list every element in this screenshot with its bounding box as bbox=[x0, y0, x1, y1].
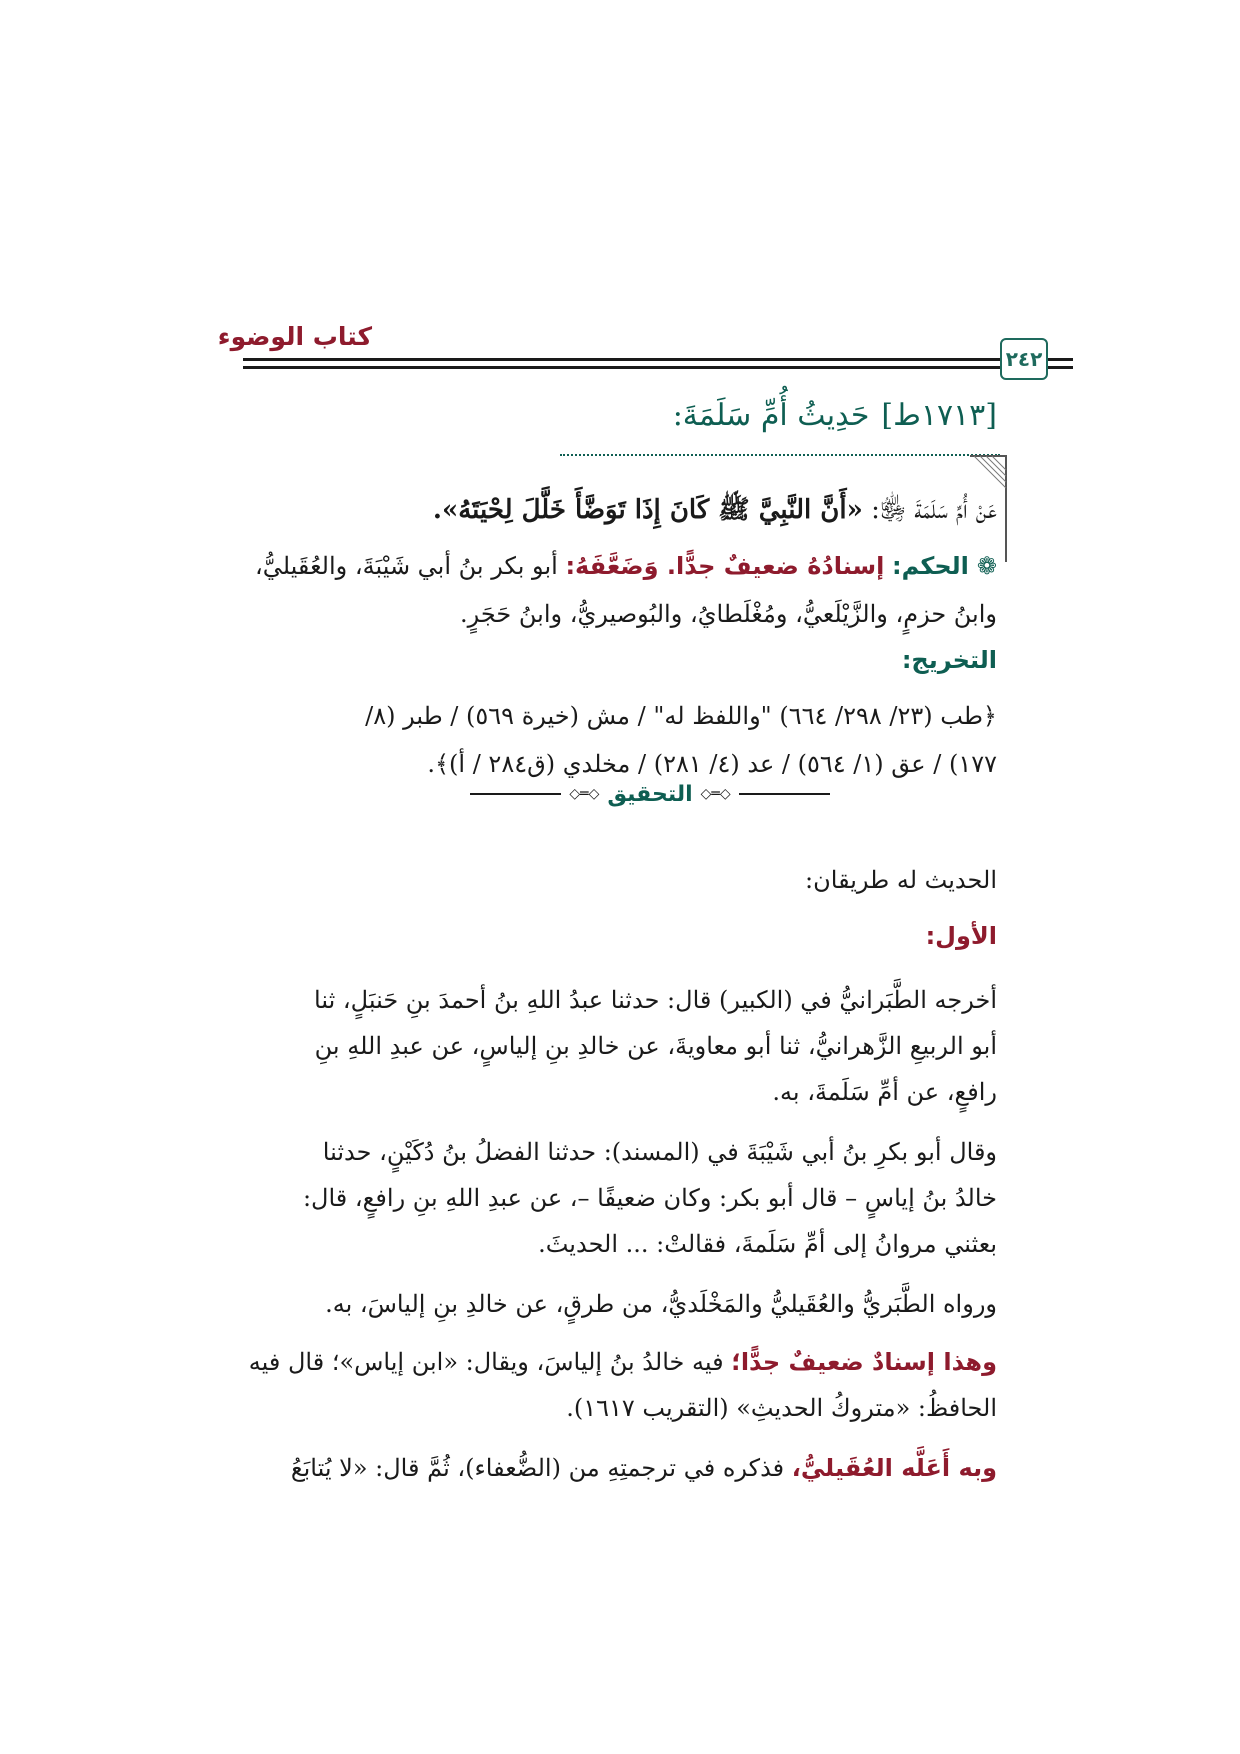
para1-line-3: رافعٍ، عن أمِّ سَلَمةَ، به. bbox=[772, 1078, 997, 1106]
hadith-text bbox=[243, 490, 997, 530]
heading-underline bbox=[560, 454, 1000, 456]
para4-line-2: الحافظُ: «متروكُ الحديثِ» (التقريب ١٦١٧). bbox=[566, 1394, 997, 1422]
tahqiq-label: التحقيق bbox=[607, 781, 693, 807]
ruling-line-2: وابنُ حزمٍ، والزَّيْلَعيُّ، ومُغْلَطايُ، والبُوصيريُّ، وابنُ حَجَرٍ. bbox=[460, 600, 997, 628]
takhrij-line-2: ١٧٧) / عق (١/ ٥٦٤) / عد (٤/ ٢٨١) / مخلدي (ق٢٨٤ / أ)﴾. bbox=[427, 750, 997, 778]
para5-rest: فذكره في ترجمتِهِ من (الضُّعفاء)، ثُمَّ قال: «لا يُتابَعُ bbox=[290, 1454, 785, 1482]
tahqiq-intro: الحديث له طريقان: bbox=[805, 866, 997, 894]
para4-line-1 bbox=[243, 1342, 997, 1382]
ruling-label: الحكم: bbox=[891, 552, 969, 580]
para1-line-2: أبو الربيعِ الزَّهرانيُّ، ثنا أبو معاويةَ، عن خالدِ بنِ إلياسٍ، عن عبدِ اللهِ بنِ bbox=[314, 1032, 997, 1060]
para2-line-1: وقال أبو بكرِ بنُ أبي شَيْبَةَ في (المسند): حدثنا الفضلُ بنُ دُكَيْنٍ، حدثنا bbox=[322, 1138, 997, 1166]
para1-line-1: أخرجه الطَّبَرانيُّ في (الكبير) قال: حدثنا عبدُ اللهِ بنُ أحمدَ بنِ حَنبَلٍ، ثنا bbox=[314, 986, 997, 1014]
divider-bar bbox=[470, 793, 561, 795]
para5-line-1 bbox=[243, 1448, 997, 1488]
header-rule bbox=[243, 366, 1000, 369]
para4-lead: وهذا إسنادٌ ضعيفٌ جدًّا؛ bbox=[731, 1348, 997, 1376]
para2-line-2: خالدُ بنُ إياسٍ – قال أبو بكر: وكان ضعيفًا –، عن عبدِ اللهِ بنِ رافعٍ، قال: bbox=[302, 1184, 997, 1212]
ruling-text: أبو بكر بنُ أبي شَيْبَةَ، والعُقَيليُّ، bbox=[254, 552, 558, 580]
ruling-line bbox=[243, 546, 997, 586]
takhrij-line-1: ﴿طب (٢٣/ ٢٩٨/ ٦٦٤) "واللفظ له" / مش (خيرة ٥٦٩) / طبر (٨/ bbox=[365, 702, 997, 730]
hadith-number: [١٧١٣ط] bbox=[881, 398, 997, 433]
page-number: ٢٤٢ bbox=[1000, 338, 1048, 380]
ornament-icon: ◇═◇ bbox=[569, 786, 600, 802]
hadith-heading bbox=[673, 398, 997, 433]
takhrij-label: التخريج: bbox=[901, 646, 997, 674]
flower-icon: ❁ bbox=[976, 552, 997, 580]
para2-line-3: بعثني مروانُ إلى أمِّ سَلَمةَ، فقالتْ: ... الحديثَ. bbox=[538, 1230, 997, 1258]
para4-rest: فيه خالدُ بنُ إلياسَ، ويقال: «ابن إياس»؛ قال فيه bbox=[248, 1348, 724, 1376]
tahqiq-divider bbox=[470, 780, 830, 808]
para3-line: ورواه الطَّبَريُّ والعُقَيليُّ والمَخْلَديُّ، من طرقٍ، عن خالدِ بنِ إلياسَ، به. bbox=[325, 1290, 997, 1318]
header-rule bbox=[1048, 358, 1073, 361]
hadith-title: حَدِيثُ أُمِّ سَلَمَةَ: bbox=[672, 398, 870, 433]
hadith-narrator: عَنْ أُمِّ سَلَمَةَ ﵂: bbox=[871, 495, 997, 525]
header-rule bbox=[243, 358, 1000, 361]
divider-bar bbox=[739, 793, 830, 795]
first-path-label: الأول: bbox=[925, 922, 997, 950]
ornament-icon: ◇═◇ bbox=[700, 786, 731, 802]
hadith-matn: «أَنَّ النَّبِيَّ ﷺ كَانَ إِذَا تَوَضَّأَ خَلَّلَ لِحْيَتَهُ». bbox=[432, 495, 863, 525]
para5-lead: وبه أَعَلَّه العُقَيليُّ، bbox=[791, 1454, 997, 1482]
book-title: كتاب الوضوء bbox=[217, 322, 372, 351]
ruling-value: إسنادُهُ ضعيفٌ جدًّا. وَضَعَّفَهُ: bbox=[565, 552, 885, 580]
header-rule bbox=[1048, 366, 1073, 369]
